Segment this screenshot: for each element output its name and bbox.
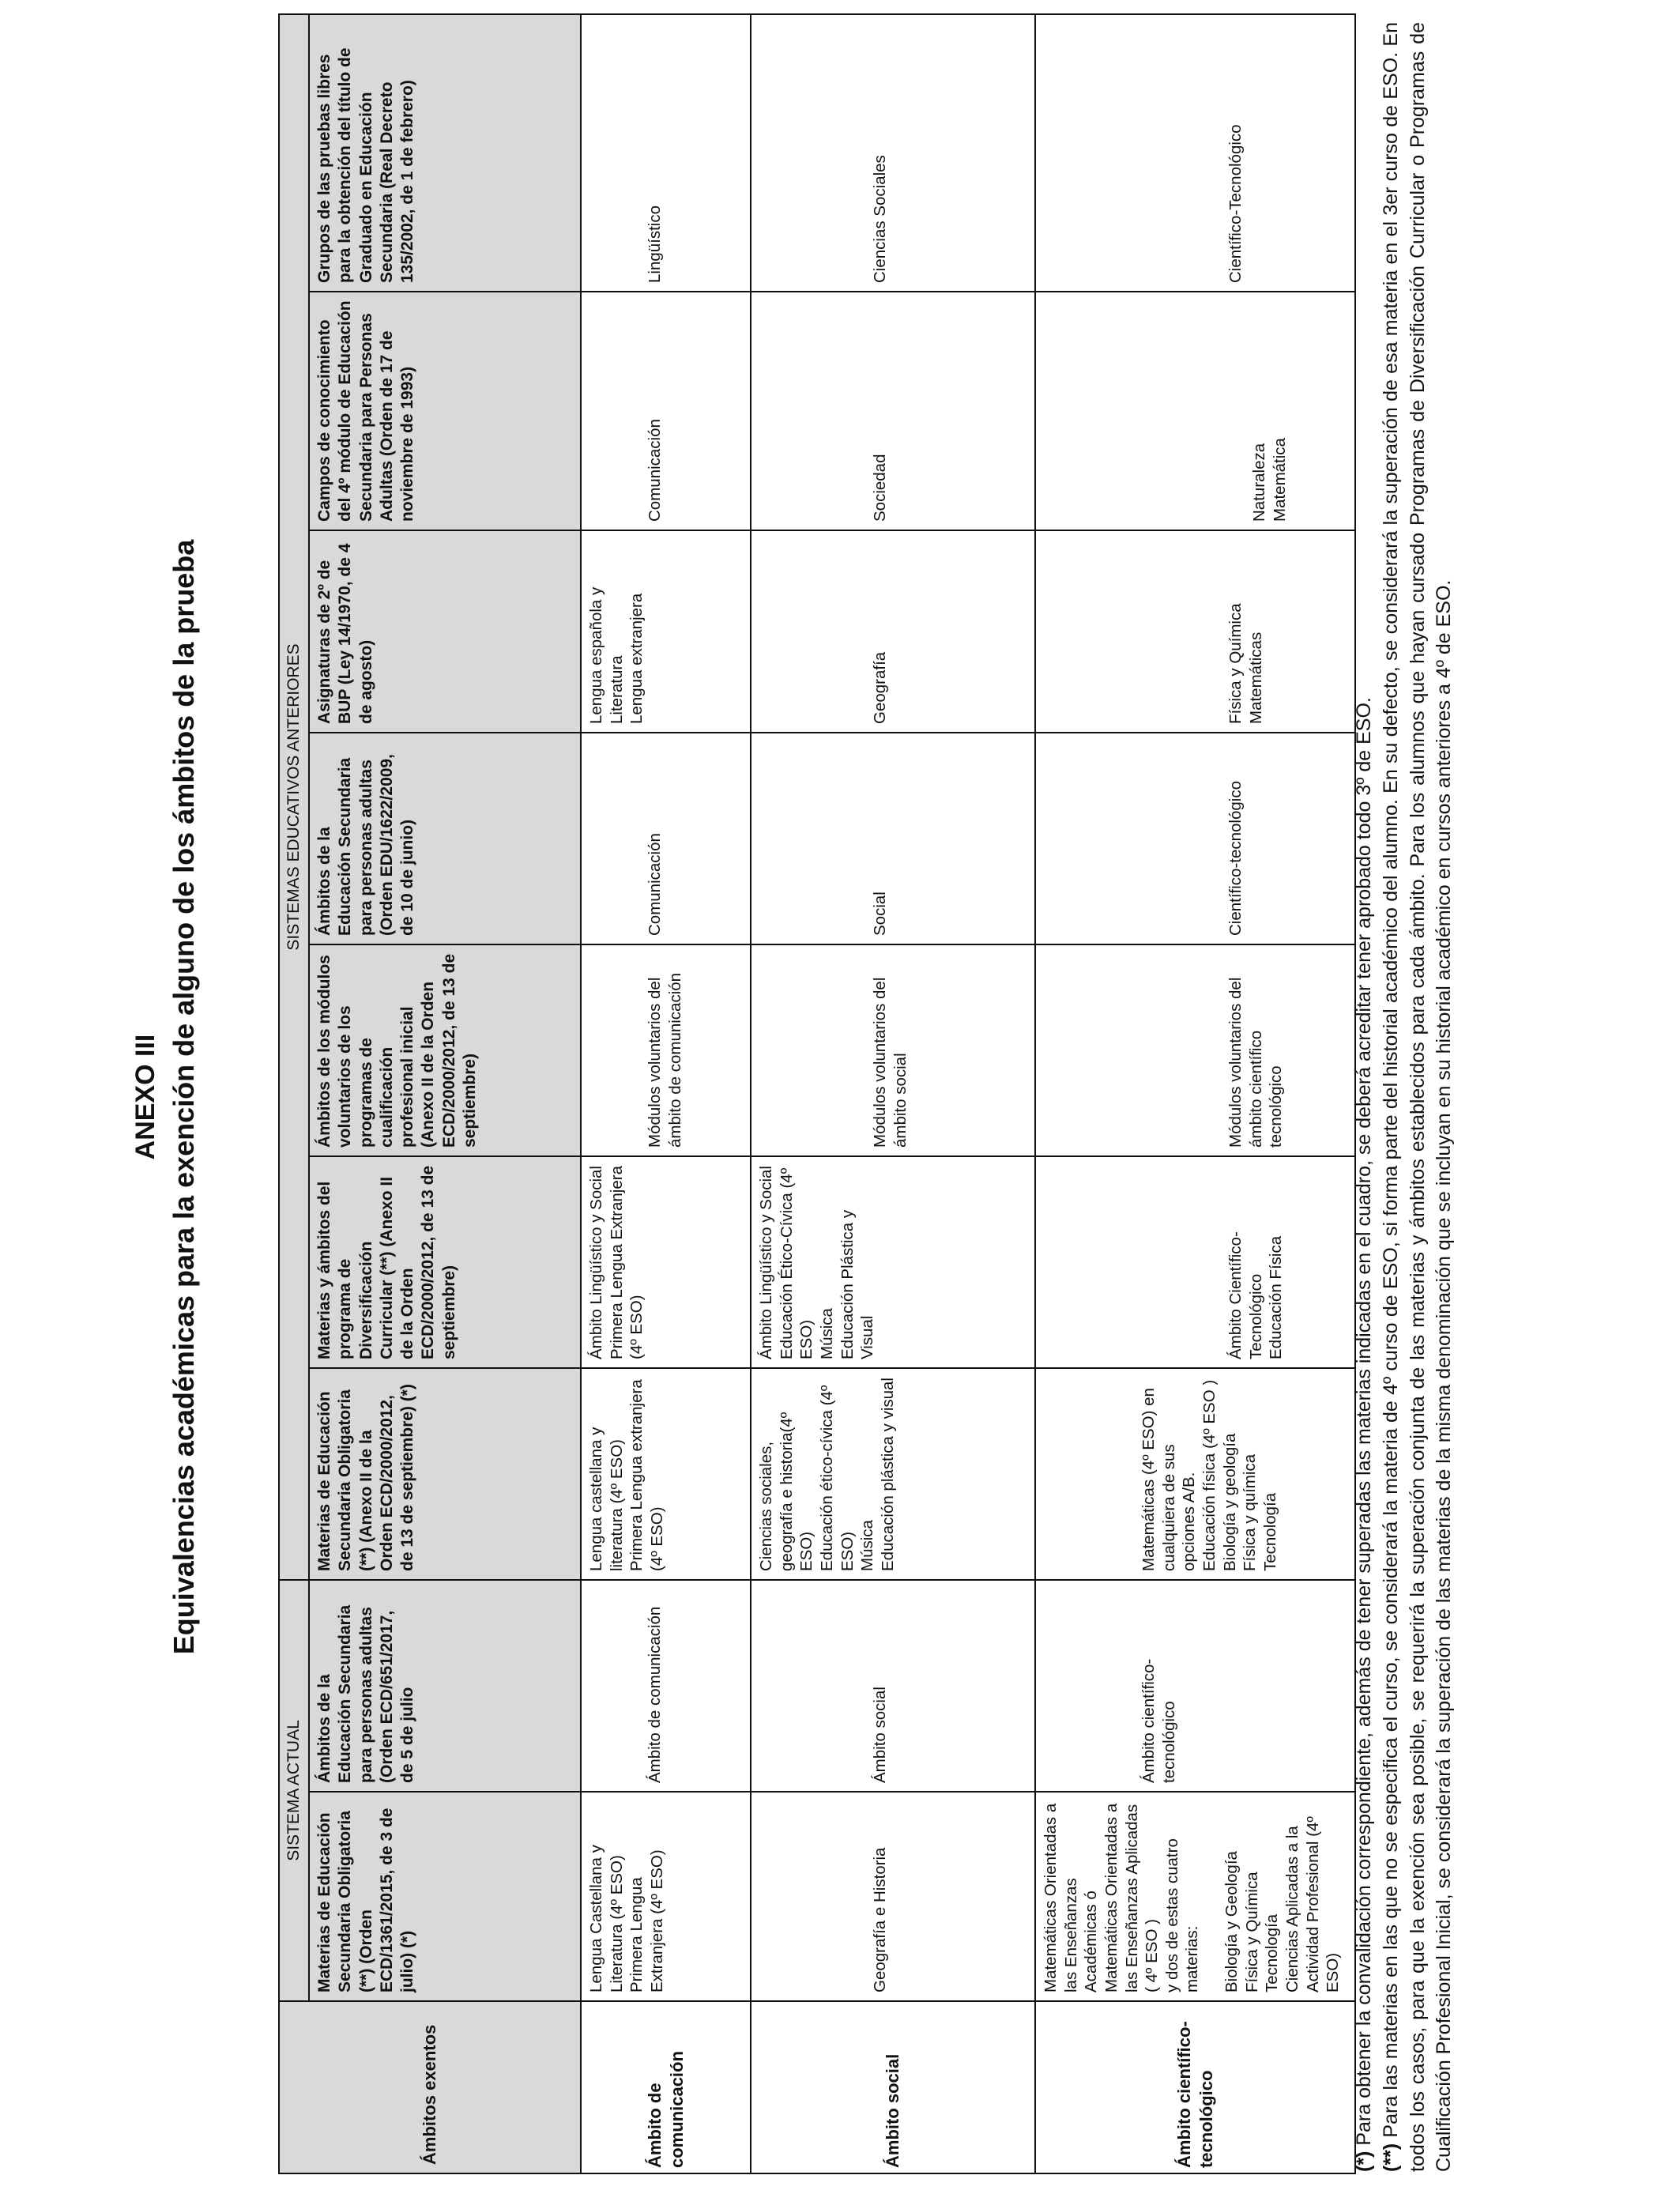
row-header: Ámbito científico-tecnológico <box>1035 2001 1355 2173</box>
table-cell <box>1035 292 1355 530</box>
column-header-row <box>309 14 581 2173</box>
cell-line: Educación Plástica y Visual <box>838 1209 877 1359</box>
column-header: Materias de Educación Secundaria Obligatoria (**) (Orden ECD/1361/2015, de 3 de julio) (*) <box>309 1792 581 2001</box>
heading-block <box>130 0 201 2194</box>
row-header: Ámbito social <box>751 2001 1035 2173</box>
footnote-marker: (**) <box>1379 2143 1402 2172</box>
cell-line: Ciencias sociales, geografía e historia(4º ESO) <box>757 1412 816 1571</box>
cell-line: Educación Ético-Cívica (4º ESO) <box>777 1167 816 1359</box>
table-cell <box>751 530 1035 733</box>
table-cell <box>581 530 751 733</box>
table-cell <box>581 944 751 1156</box>
column-header: Grupos de las pruebas libres para la obtención del título de Graduado en Educación Secundaria (Real Decreto 135/2002, de 1 de febrero) <box>309 14 581 292</box>
table-cell <box>751 1792 1035 2001</box>
table-cell <box>1035 1792 1355 2001</box>
table-cell <box>751 292 1035 530</box>
table-cell <box>581 1156 751 1368</box>
table-cell <box>751 1368 1035 1580</box>
table-cell <box>1035 733 1355 944</box>
cell-line: Educación ético-cívica (4º ESO) <box>817 1385 857 1571</box>
cell-line: Científico-Tecnológico <box>1226 124 1245 283</box>
cell-line: Música <box>858 1520 877 1571</box>
column-header: Materias y ámbitos del programa de Diversificación Curricular (**) (Anexo II de la Orden ECD/2000/2012, de 13 de septiembre) <box>309 1156 581 1368</box>
table-cell <box>581 1792 751 2001</box>
cell-line: Educación física (4º ESO ) <box>1200 1379 1219 1571</box>
cell-line: Lengua española y Literatura <box>587 586 626 724</box>
table-cell <box>751 944 1035 1156</box>
cell-line: Sociedad <box>871 454 889 522</box>
cell-line: Naturaleza <box>1250 443 1268 522</box>
cell-line: Ámbito Lingüístico y Social <box>587 1166 605 1359</box>
cell-line: Educación plástica y visual <box>878 1378 897 1571</box>
cell-line: Ciencias Aplicadas a la Actividad Profesional (4º ESO) <box>1283 1816 1343 1992</box>
cell-line: Matemáticas <box>1246 631 1265 724</box>
column-header: Ámbitos de la Educación Secundaria para personas adultas (Orden EDU/1622/2009, de 10 de junio) <box>309 733 581 944</box>
table-cell <box>581 733 751 944</box>
cell-line: Tecnología <box>1263 1913 1282 1992</box>
equivalence-table <box>278 13 1356 2174</box>
column-header: Asignaturas de 2º de BUP (Ley 14/1970, de 4 de agosto) <box>309 530 581 733</box>
cell-line: Física y química <box>1241 1453 1260 1571</box>
footnote-text: Para obtener la convalidación correspondiente, además de tener superadas las materias indicadas en el cuadro, se deberá acreditar tener aprobado todo 3º de ESO. <box>1353 697 1375 2151</box>
cell-line: Módulos voluntarios del ámbito de comunicación <box>646 972 684 1148</box>
cell-line <box>1203 1800 1222 1992</box>
table-cell <box>751 1156 1035 1368</box>
footnote-marker: (*) <box>1353 2151 1375 2172</box>
cell-line: Tecnología <box>1260 1492 1279 1571</box>
cell-line: Lengua castellana y literatura (4º ESO) <box>587 1427 626 1571</box>
column-header: Ámbitos de la Educación Secundaria para personas adultas (Orden ECD/651/2017, de 5 de julio <box>309 1580 581 1792</box>
cell-line: Música <box>817 1308 836 1359</box>
cell-line: Módulos voluntarios del ámbito social <box>871 977 910 1148</box>
footnotes <box>1351 22 1458 2172</box>
cell-line: Ciencias Sociales <box>871 155 889 283</box>
column-header: Materias de Educación Secundaria Obligatoria (**) (Anexo II de la Orden ECD/2000/2012, de 13 de septiembre) (*) <box>309 1368 581 1580</box>
footnote-text: Para las materias en las que no se especifica el curso, se considerará la materia de 4º curso de ESO, si forma parte del historial académico del alumno. En su defecto, se considerará la superación de esa materia en el 3er curso de ESO. En todos los casos, para que la exención sea posible, se requerirá la superación conjunta de las materias y ámbitos establecidos para cada ámbito. Para los alumnos que hayan cursado Programas de Diversificación Curricular o Programas de Cualificación Profesional Inicial, se considerará la superación de las materias de la misma denominación que se incluyan en su historial académico en cursos anteriores a 4º de ESO. <box>1379 22 1456 2172</box>
annex-subtitle: Equivalencias académicas para la exención de alguno de los ámbitos de la prueba <box>168 539 200 1655</box>
table-cell <box>581 1368 751 1580</box>
cell-line: Geografía e Historia <box>871 1847 889 1992</box>
table-row-social <box>751 14 1035 2173</box>
cell-line: Social <box>871 892 889 936</box>
table-cell <box>1035 530 1355 733</box>
cell-line: Ámbito de comunicación <box>646 1606 664 1783</box>
footnote-1 <box>1351 22 1378 2172</box>
cell-line: Geografía <box>871 651 889 724</box>
cell-line: Lengua Castellana y Literatura (4º ESO) <box>587 1845 626 1992</box>
table-cell <box>1035 944 1355 1156</box>
table-row-communication <box>581 14 751 2173</box>
cell-line: Primera Lengua Extranjera (4º ESO) <box>627 1849 666 1992</box>
cell-line: Ámbito Científico-Tecnológico <box>1226 1231 1265 1359</box>
cell-line: Primera Lengua Extranjera (4º ESO) <box>607 1166 646 1359</box>
cell-line: Comunicación <box>646 419 664 522</box>
table-cell <box>751 1580 1035 1792</box>
cell-line: Matemáticas Orientadas a las Enseñanzas Académicas ó <box>1042 1803 1101 1992</box>
table-cell <box>751 14 1035 292</box>
cell-line: Biología y geología <box>1220 1433 1239 1571</box>
row-header: Ámbito de comunicación <box>581 2001 751 2173</box>
cell-line: Científico-tecnológico <box>1226 781 1245 936</box>
cell-line: Ámbito Lingüístico y Social <box>757 1166 775 1359</box>
cell-line: Física y Química <box>1226 603 1245 724</box>
cell-line: Lengua extranjera <box>627 593 646 724</box>
cell-line: Comunicación <box>646 833 664 936</box>
cell-line: Matemáticas Orientadas a las Enseñanzas Aplicadas ( 4º ESO ) <box>1102 1803 1162 1992</box>
annex-title: ANEXO III <box>130 1034 160 1160</box>
cell-line: Matemática <box>1270 438 1289 522</box>
cell-line: Primera Lengua extranjera (4º ESO) <box>627 1379 666 1571</box>
cell-line: Biología y Geología <box>1222 1851 1241 1992</box>
table-row-scientific <box>1035 14 1355 2173</box>
table-cell <box>1035 1580 1355 1792</box>
table-cell <box>581 1580 751 1792</box>
table-cell <box>751 733 1035 944</box>
group-header-current: SISTEMA ACTUAL <box>279 1580 309 2001</box>
group-header-previous: SISTEMAS EDUCATIVOS ANTERIORES <box>279 14 309 1580</box>
table-cell <box>1035 14 1355 292</box>
table-cell <box>581 14 751 292</box>
cell-line: y dos de estas cuatro materias: <box>1162 1838 1202 1992</box>
column-header: Ámbitos de los módulos voluntarios de los programas de cualificación profesional inicial (Anexo II de la Orden ECD/2000/2012, de 13 de septiembre) <box>309 944 581 1156</box>
table-cell <box>1035 1368 1355 1580</box>
cell-line: Ámbito social <box>871 1687 889 1783</box>
cell-line: Física y Química <box>1242 1872 1261 1992</box>
table-cell <box>581 292 751 530</box>
cell-line: Ámbito científico-tecnológico <box>1139 1658 1178 1783</box>
cell-line: Lingüístico <box>646 205 664 283</box>
table-cell <box>1035 1156 1355 1368</box>
column-header: Campos de conocimiento del 4º módulo de Educación Secundaria para Personas Adultas (Orden de 17 de noviembre de 1993) <box>309 292 581 530</box>
footnote-2 <box>1378 22 1458 2172</box>
cell-line: Módulos voluntarios del ámbito científico tecnológico <box>1226 977 1286 1148</box>
corner-header: Ámbitos exentos <box>279 2001 581 2173</box>
cell-line: Matemáticas (4º ESO) en cualquiera de sus opciones A/B. <box>1139 1388 1199 1571</box>
cell-line: Educación Física <box>1267 1235 1286 1359</box>
